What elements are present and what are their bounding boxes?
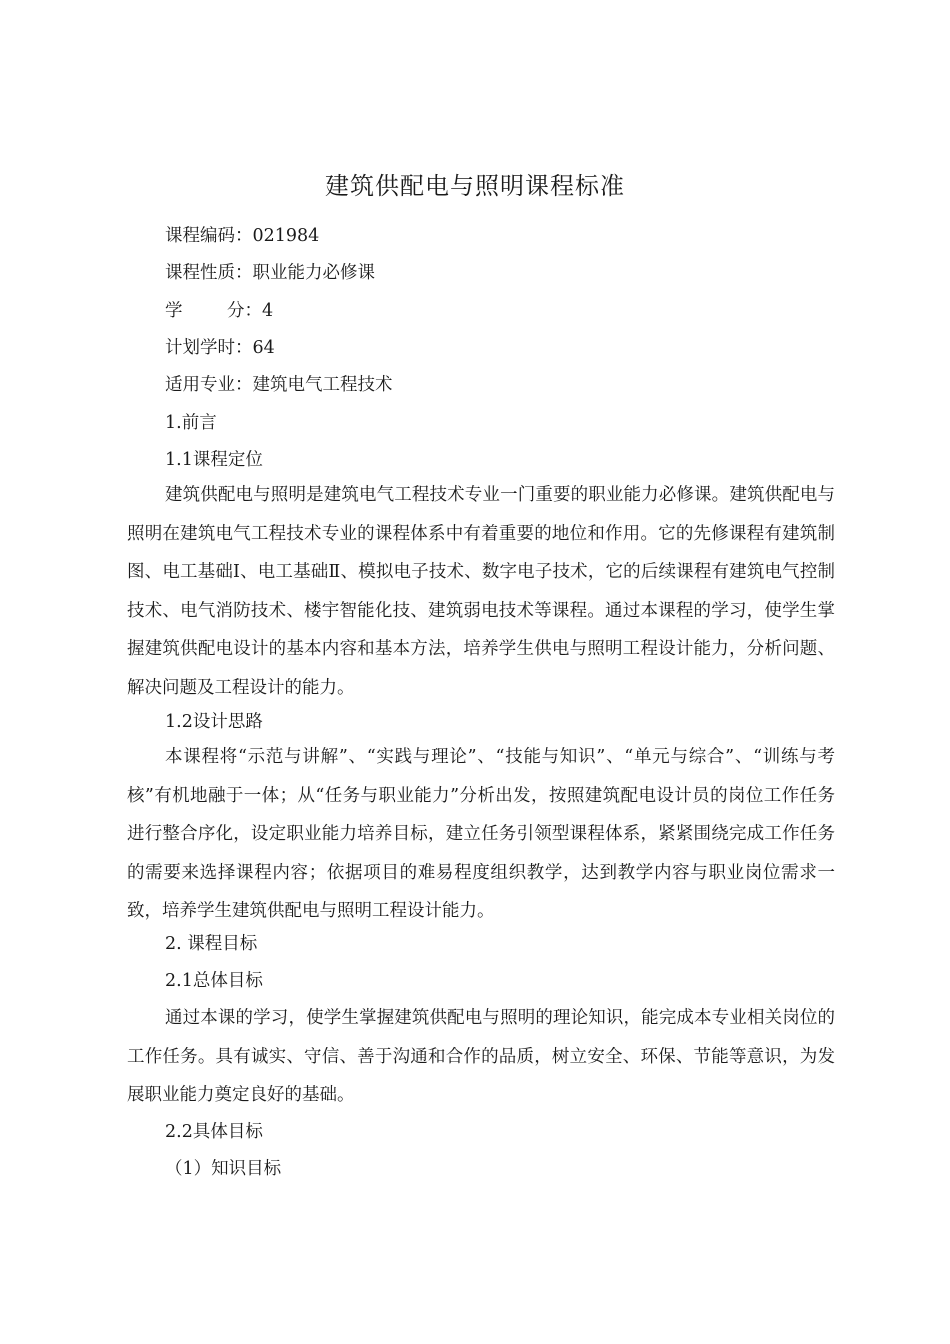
paragraph-design-approach: 本课程将“示范与讲解”、“实践与理论”、“技能与知识”、“单元与综合”、“训练与考核”有机地融于一体；从“任务与职业能力”分析出发，按照建筑配电设计员的岗位工作任务进行整合序化，设定职业能力培养目标，建立任务引领型课程体系，紧紧围绕完成工作任务的需要来选择课程内容；依据项目的难易程度组织教学，达到教学内容与职业岗位需求一致，培养学生建筑供配电与照明工程设计能力。 — [127, 747, 835, 922]
section-heading-2: 2. 课程目标 — [165, 934, 258, 954]
course-major: 适用专业：建筑电气工程技术 — [165, 375, 393, 395]
section-heading-2-1: 2.1总体目标 — [165, 971, 263, 991]
course-nature: 课程性质：职业能力必修课 — [165, 263, 375, 283]
page-title: 建筑供配电与照明课程标准 — [325, 172, 625, 200]
course-credit — [165, 299, 273, 323]
paragraph-course-positioning: 建筑供配电与照明是建筑电气工程技术专业一门重要的职业能力必修课。建筑供配电与照明在建筑电气工程技术专业的课程体系中有着重要的地位和作用。它的先修课程有建筑制图、电工基础Ⅰ、电工基础Ⅱ、模拟电子技术、数字电子技术，它的后续课程有建筑电气控制技术、电气消防技术、楼宇智能化技、建筑弱电技术等课程。通过本课程的学习，使学生掌握建筑供配电设计的基本内容和基本方法，培养学生供电与照明工程设计能力，分析问题、解决问题及工程设计的能力。 — [127, 485, 835, 698]
section-heading-1: 1.前言 — [165, 413, 217, 433]
section-heading-knowledge-goal: （1）知识目标 — [165, 1159, 282, 1179]
section-heading-1-1: 1.1课程定位 — [165, 450, 263, 470]
section-heading-1-2: 1.2设计思路 — [165, 712, 263, 732]
section-heading-2-2: 2.2具体目标 — [165, 1122, 263, 1142]
course-hours: 计划学时：64 — [165, 338, 275, 358]
course-code: 课程编码：021984 — [165, 226, 320, 246]
credit-label-a: 学 — [165, 301, 183, 321]
credit-label-b: 分：4 — [227, 301, 274, 321]
paragraph-overall-goal: 通过本课的学习，使学生掌握建筑供配电与照明的理论知识，能完成本专业相关岗位的工作任务。具有诚实、守信、善于沟通和合作的品质，树立安全、环保、节能等意识，为发展职业能力奠定良好的基础。 — [127, 1008, 835, 1106]
